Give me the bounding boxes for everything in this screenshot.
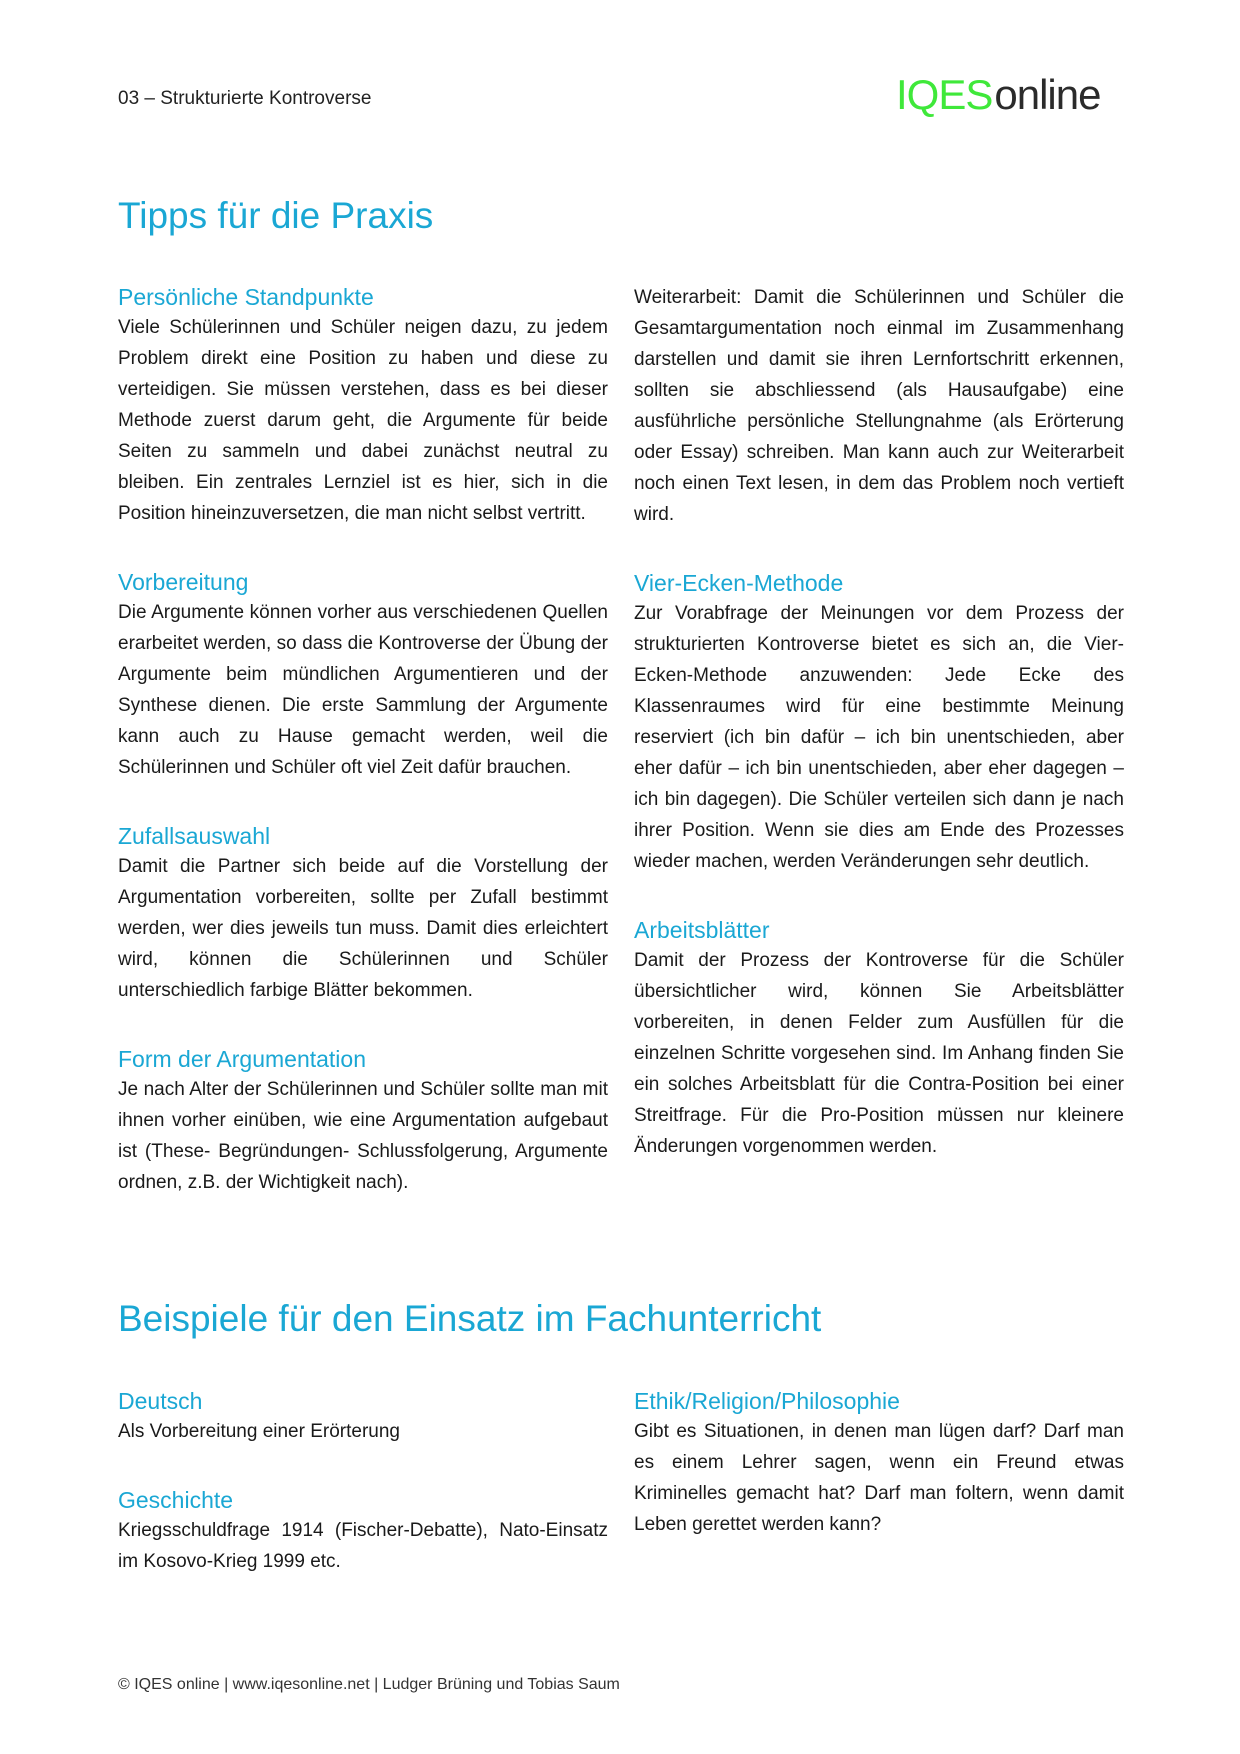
example-block-ethik [634, 1386, 1124, 1540]
section-title-tips: Tipps für die Praxis [118, 195, 434, 236]
section-title-examples: Beispiele für den Einsatz im Fachunterricht [118, 1298, 822, 1339]
footer-credits: © IQES online | www.iqesonline.net | Ludger Brüning und Tobias Saum [118, 1676, 620, 1693]
tip-heading: Arbeitsblätter [634, 917, 770, 943]
tip-text: Viele Schülerinnen und Schüler neigen dazu, zu jedem Problem direkt eine Position zu haben und diese zu verteidigen. Sie müssen verstehen, dass es bei dieser Methode zuerst darum geht, die Argumente für beide Seiten zu sammeln und dabei zunächst neutral zu bleiben. Ein zentrales Lernziel ist es hier, sich in die Position hineinzuversetzen, die man nicht selbst vertritt. [118, 317, 608, 524]
iqes-logo [896, 71, 1101, 118]
example-text: Kriegsschuldfrage 1914 (Fischer-Debatte), Nato-Einsatz im Kosovo-Krieg 1999 etc. [118, 1520, 608, 1572]
tip-block-zufallsauswahl [118, 821, 608, 1006]
document-header-title: 03 – Strukturierte Kontroverse [118, 88, 372, 109]
tip-heading: Persönliche Standpunkte [118, 284, 374, 310]
tip-text: Damit der Prozess der Kontroverse für die Schüler übersichtlicher wird, können Sie Arbeitsblätter vorbereiten, in denen Felder zum Ausfüllen für die einzelnen Schritte vorgesehen sind. Im Anhang finden Sie ein solches Arbeitsblatt für die Contra-Position bei einer Streitfrage. Für die Pro-Position müssen nur kleinere Änderungen vorgenommen werden. [634, 950, 1124, 1157]
tip-heading: Form der Argumentation [118, 1046, 367, 1072]
tip-heading: Zufallsauswahl [118, 823, 271, 849]
example-heading: Deutsch [118, 1388, 203, 1414]
tip-text: Weiterarbeit: Damit die Schülerinnen und Schüler die Gesamtargumentation noch einmal im Zusammenhang darstellen und damit sie ihren Lernfortschritt erkennen, sollten sie abschliessend (als Hausaufgabe) eine ausführliche persönliche Stellungnahme (als Erörterung oder Essay) schreiben. Man kann auch zur Weiterarbeit noch einen Text lesen, in dem das Problem noch vertieft wird. [634, 287, 1124, 525]
tip-block-standpunkte [118, 282, 608, 529]
tip-heading: Vorbereitung [118, 569, 249, 595]
example-heading: Ethik/Religion/Philosophie [634, 1388, 900, 1414]
tip-text: Je nach Alter der Schülerinnen und Schüler sollte man mit ihnen vorher einüben, wie eine Argumentation aufgebaut ist (These- Begründungen- Schlussfolgerung, Argumente ordnen, z.B. der Wichtigkeit nach). [118, 1079, 608, 1193]
examples-left-column [118, 1386, 608, 1577]
tip-text: Die Argumente können vorher aus verschiedenen Quellen erarbeitet werden, so dass die Kontroverse der Übung der Argumente beim mündlichen Argumentieren und der Synthese dienen. Die erste Sammlung der Argumente kann auch zu Hause gemacht werden, weil die Schülerinnen und Schüler oft viel Zeit dafür brauchen. [118, 602, 608, 778]
tip-heading: Vier-Ecken-Methode [634, 570, 844, 596]
tip-text: Damit die Partner sich beide auf die Vorstellung der Argumentation vorbereiten, sollte per Zufall bestimmt werden, wer dies jeweils tun muss. Damit dies erleichtert wird, können die Schülerinnen und Schüler unterschiedlich farbige Blätter bekommen. [118, 856, 608, 1001]
tips-right-column [634, 282, 1124, 1162]
example-block-deutsch [118, 1386, 608, 1447]
tip-block-vier-ecken [634, 568, 1124, 877]
example-heading: Geschichte [118, 1487, 234, 1513]
tips-left-column [118, 282, 608, 1198]
example-text: Gibt es Situationen, in denen man lügen darf? Darf man es einem Lehrer sagen, wenn ein Freund etwas Kriminelles gemacht hat? Darf man foltern, wenn damit Leben gerettet werden kann? [634, 1421, 1124, 1535]
logo-suffix: online [994, 71, 1101, 118]
tip-block-form [118, 1044, 608, 1198]
tip-block-arbeitsblaetter [634, 915, 1124, 1162]
tip-block-vorbereitung [118, 567, 608, 783]
examples-right-column [634, 1386, 1124, 1540]
example-block-geschichte [118, 1485, 608, 1577]
logo-brand: IQES [896, 71, 993, 118]
tip-text: Zur Vorabfrage der Meinungen vor dem Prozess der strukturierten Kontroverse bietet es sich an, die Vier-Ecken-Methode anzuwenden: Jede Ecke des Klassenraumes wird für eine bestimmte Meinung reserviert (ich bin dafür – ich bin unentschieden, aber eher dafür – ich bin unentschieden, aber eher dagegen – ich bin dagegen). Die Schüler verteilen sich dann je nach ihrer Position. Wenn sie dies am Ende des Prozesses wieder machen, werden Veränderungen sehr deutlich. [634, 603, 1124, 872]
tip-block-weiterarbeit [634, 282, 1124, 530]
example-text: Als Vorbereitung einer Erörterung [118, 1421, 400, 1442]
